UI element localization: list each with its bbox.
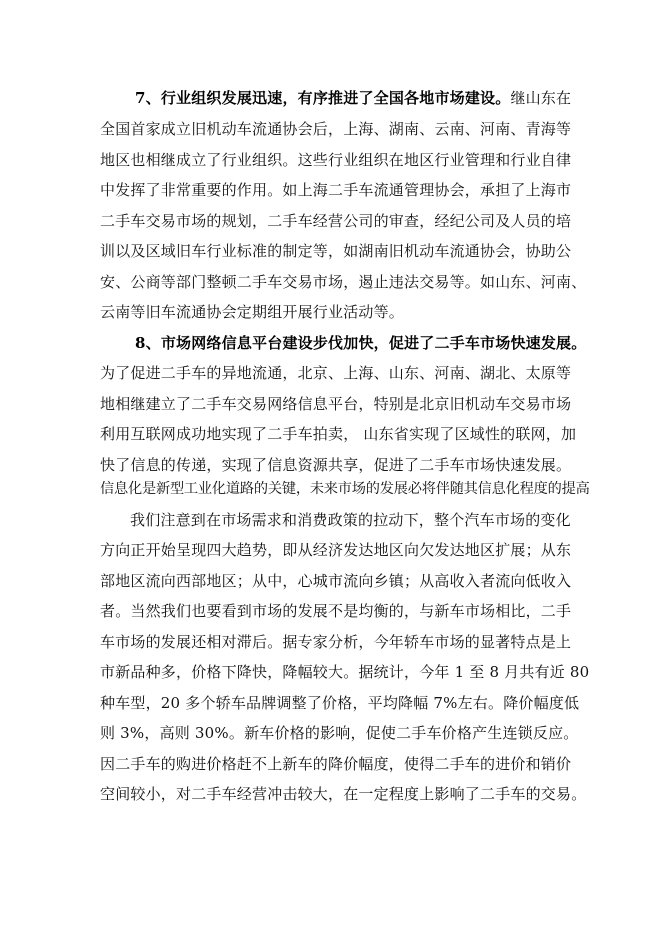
section-7-line-0: 继山东在 — [510, 89, 572, 107]
section-7-heading: 7、行业组织发展迅速，有序推进了全国各地市场建设。 — [135, 89, 511, 107]
section-7-line-3: 中发挥了非常重要的作用。如上海二手车流通管理协会，承担了上海市 — [100, 181, 572, 199]
section-8-line-0: 为了促进二手车的异地流通，北京、上海、山东、河南、湖北、太原等 — [100, 364, 572, 382]
section-7-line-6: 安、公商等部门整顿二手车交易市场，遏止违法交易等。如山东、河南、 — [100, 273, 587, 291]
section-8-line-4: 信息化是新型工业化道路的关键，未来市场的发展必将伴随其信息化程度的提高 — [100, 481, 590, 497]
section-7-line-5: 训以及区域旧车行业标准的制定等，如湖南旧机动车流通协会，协助公 — [100, 242, 572, 260]
trends-line-8: 因二手车的购进价格赶不上新车的降价幅度，使得二手车的进价和销价 — [100, 755, 572, 773]
section-8-line-1: 地相继建立了二手车交易网络信息平台，特别是北京旧机动车交易市场 — [100, 395, 572, 413]
trends-line-9: 空间较小，对二手车经营冲击较大，在一定程度上影响了二手车的交易。 — [100, 785, 587, 803]
trends-line-6: 种车型，20 多个轿车品牌调整了价格，平均降幅 7%左右。降价幅度低 — [100, 694, 580, 712]
section-7-line-4: 二手车交易市场的规划，二手车经营公司的审查，经纪公司及人员的培 — [100, 212, 572, 230]
section-7-line-2: 地区也相继成立了行业组织。这些行业组织在地区行业管理和行业自律 — [100, 151, 572, 169]
section-8-heading: 8、市场网络信息平台建设步伐加快，促进了二手车市场快速发展。 — [135, 334, 587, 352]
trends-line-1: 方向正开始呈现四大趋势，即从经济发达地区向欠发达地区扩展；从东 — [100, 541, 572, 559]
trends-line-7: 则 3%，高则 30%。新车价格的影响，促使二手车价格产生连锁反应。 — [100, 724, 579, 742]
section-8-line-2: 利用互联网成功地实现了二手车拍卖， 山东省实现了区域性的联网，加 — [100, 425, 577, 443]
trends-line-0: 我们注意到在市场需求和消费政策的拉动下，整个汽车市场的变化 — [130, 511, 571, 529]
section-7-line-7: 云南等旧车流通协会定期组开展行业活动等。 — [100, 303, 405, 321]
trends-line-4: 车市场的发展还相对滞后。据专家分析，今年轿车市场的显著特点是上 — [100, 633, 572, 651]
section-7-first-line — [135, 88, 571, 108]
section-8-line-3: 快了信息的传递，实现了信息资源共享，促进了二手车市场快速发展。 — [100, 456, 572, 474]
trends-line-3: 者。当然我们也要看到市场的发展不是均衡的，与新车市场相比，二手 — [100, 602, 572, 620]
section-7-line-1: 全国首家成立旧机动车流通协会后，上海、湖南、云南、河南、青海等 — [100, 120, 572, 138]
trends-line-5: 市新品种多，价格下降快，降幅较大。据统计，今年 1 至 8 月共有近 80 — [100, 663, 590, 681]
trends-line-2: 部地区流向西部地区；从中，心城市流向乡镇；从高收入者流向低收入 — [100, 572, 572, 590]
